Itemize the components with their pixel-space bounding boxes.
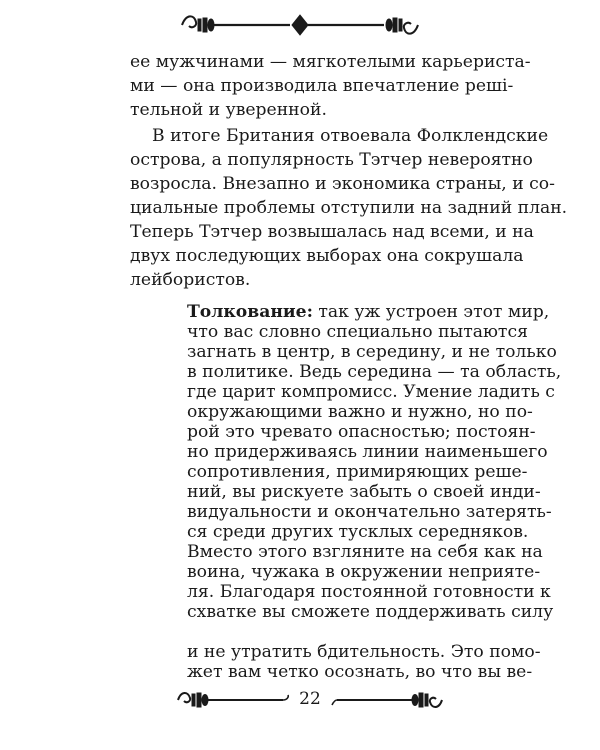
interpretation-line: в политике. Ведь середина — та область, <box>187 362 562 382</box>
interpretation-line: загнать в центр, в середину, и не только <box>187 342 557 362</box>
main-paragraph-line: лейбористов. <box>130 270 251 290</box>
interpretation-line: окружающими важно и нужно, но по- <box>187 402 533 422</box>
interpretation-line: воина, чужака в окружении неприяте- <box>187 562 541 582</box>
interpretation-line: жет вам четко осознать, во что вы ве- <box>187 662 533 682</box>
interpretation-line: ля. Благодаря постоянной готовности к <box>187 582 551 602</box>
header-ornament-icon <box>178 10 422 40</box>
interpretation-line: схватке вы сможете поддерживать силу <box>187 602 554 622</box>
footer-ornament-right-icon <box>327 688 445 712</box>
interpretation-line: ний, вы рискуете забыть о своей инди- <box>187 482 541 502</box>
interpretation-line: видуальности и окончательно затерять- <box>187 502 552 522</box>
main-paragraph-line: Теперь Тэтчер возвышалась над всеми, и на <box>130 222 534 242</box>
page-number: 22 <box>299 689 321 709</box>
interpretation-line: и не утратить бдительность. Это помо- <box>187 642 541 662</box>
main-paragraph-line: В итоге Британия отвоевала Фолклендские <box>152 126 549 146</box>
main-paragraph-line: ее мужчинами — мягкотелыми карьериста- <box>130 52 531 72</box>
main-paragraph-line: возросла. Внезапно и экономика страны, и со- <box>130 174 555 194</box>
main-paragraph-line: ми — она производила впечатление решi- <box>130 76 514 96</box>
main-paragraph-line: циальные проблемы отступили на задний план. <box>130 198 568 218</box>
interpretation-line: рой это чревато опасностью; постоян- <box>187 422 536 442</box>
interpretation-line: Вместо этого взгляните на себя как на <box>187 542 543 562</box>
interpretation-line: где царит компромисс. Умение ладить с <box>187 382 555 402</box>
main-paragraph-line: тельной и уверенной. <box>130 100 327 120</box>
main-paragraph-line: острова, а популярность Тэтчер невероятно <box>130 150 533 170</box>
interpretation-line: ся среди других тусклых середняков. <box>187 522 529 542</box>
interpretation-line: но придерживаясь линии наименьшего <box>187 442 548 462</box>
interpretation-first-line-text: так уж устроен этот мир, <box>312 302 550 322</box>
interpretation-heading: Толкование: <box>187 302 313 322</box>
main-paragraph-line: двух последующих выборах она сокрушала <box>130 246 524 266</box>
interpretation-line: сопротивления, примиряющих реше- <box>187 462 528 482</box>
footer-ornament-left-icon <box>175 688 293 712</box>
interpretation-line: что вас словно специально пытаются <box>187 322 528 342</box>
